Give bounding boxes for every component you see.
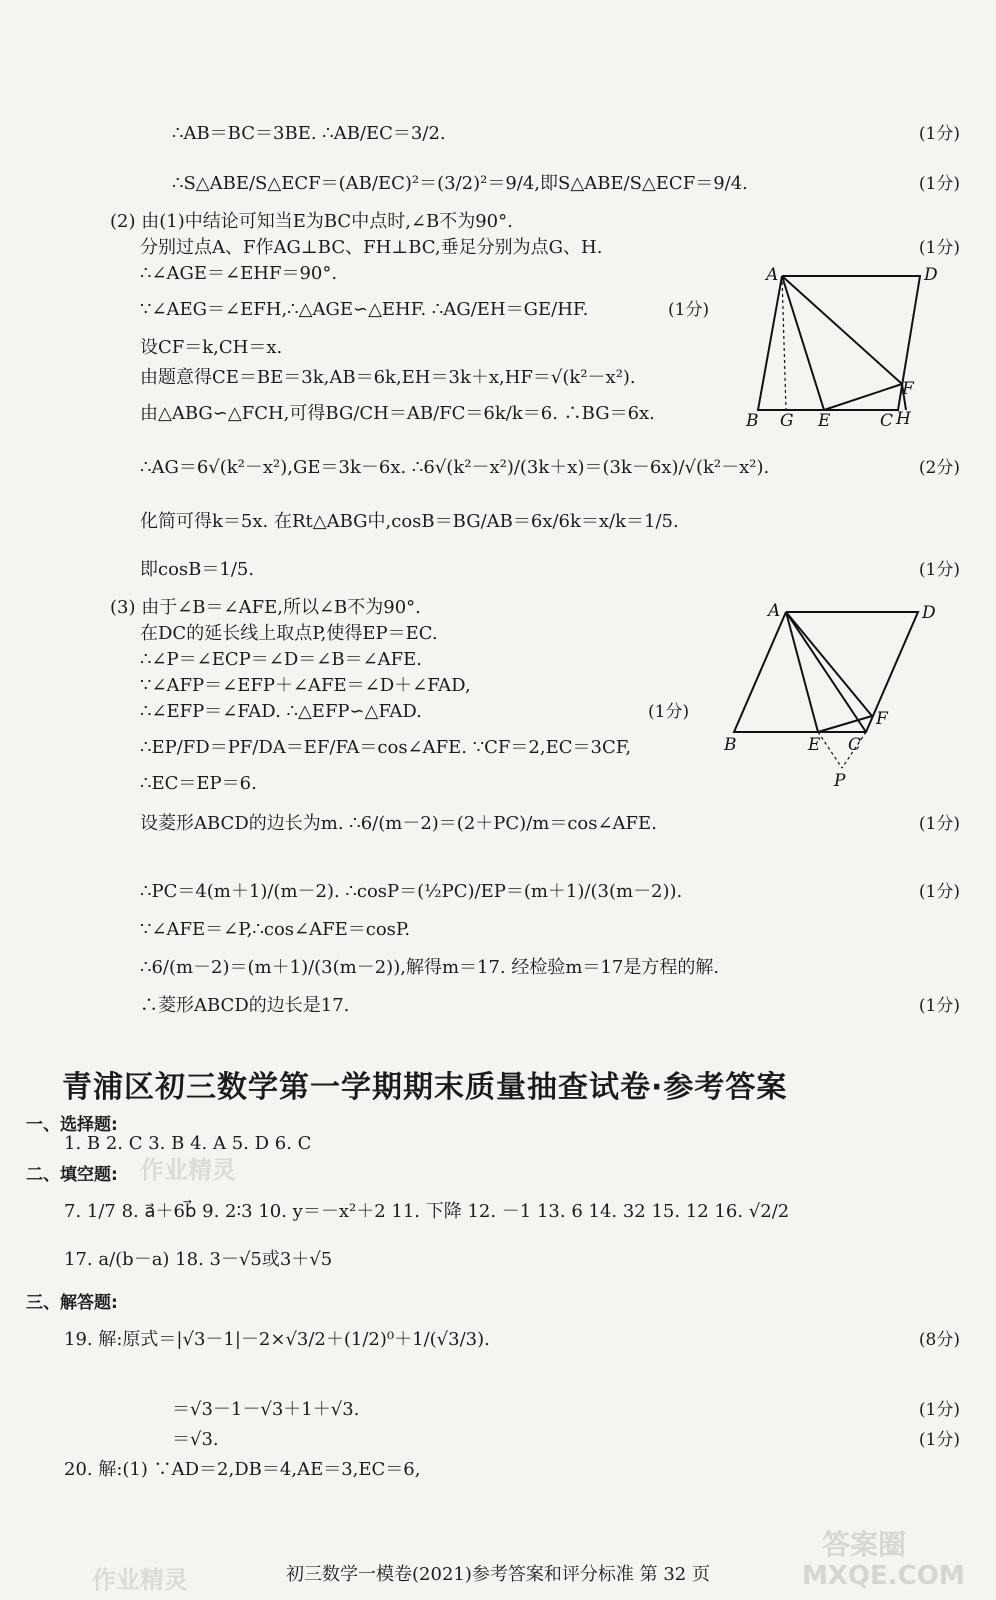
score-mark: (1分) xyxy=(918,1430,960,1450)
segment-ep xyxy=(818,732,842,768)
solution-line: ∴∠P＝∠ECP＝∠D＝∠B＝∠AFE. xyxy=(140,649,423,670)
watermark-text: 作业精灵 xyxy=(140,1156,236,1184)
solution-line: 设CF＝k,CH＝x. xyxy=(140,337,283,358)
choice-answers: 1. B 2. C 3. B 4. A 5. D 6. C xyxy=(64,1133,312,1154)
score-mark: (8分) xyxy=(918,1330,960,1350)
solution-line: (2) 由(1)中结论可知当E为BC中点时,∠B不为90°. xyxy=(110,211,513,232)
q19-line-3: ＝√3. xyxy=(172,1429,219,1450)
solution-line: 由△ABG∽△FCH,可得BG/CH＝AB/FC＝6k/k＝6. ∴BG＝6x. xyxy=(140,403,655,424)
score-mark: (1分) xyxy=(918,174,960,194)
score-mark: (1分) xyxy=(918,1400,960,1420)
solution-line: ∴EP/FD＝PF/DA＝EF/FA＝cos∠AFE. ∵CF＝2,EC＝3CF, xyxy=(140,737,632,758)
solution-line: ∴∠EFP＝∠FAD. ∴△EFP∽△FAD. xyxy=(140,701,422,722)
section-title: 青浦区初三数学第一学期期末质量抽查试卷·参考答案 xyxy=(62,1070,788,1105)
label-g: G xyxy=(780,411,794,430)
section-heading-fill: 二、填空题: xyxy=(26,1165,118,1185)
segment-af xyxy=(782,276,902,384)
solution-line: 即cosB＝1/5. xyxy=(140,559,255,580)
q19-line-2: ＝√3－1－√3＋1＋√3. xyxy=(172,1399,360,1420)
solution-line: ∴AB＝BC＝3BE. ∴AB/EC＝3/2. xyxy=(172,123,446,144)
solution-line: ∴EC＝EP＝6. xyxy=(140,773,257,794)
solution-line: ∴AG＝6√(k²－x²),GE＝3k－6x. ∴6√(k²－x²)/(3k＋x)＝(3k－6x)/√(k²－x²). xyxy=(140,457,770,478)
label-d: D xyxy=(922,603,936,623)
solution-line: ∵∠AEG＝∠EFH,∴△AGE∽△EHF. ∴AG/EH＝GE/HF. xyxy=(140,299,589,320)
label-b: B xyxy=(724,735,737,755)
label-h: H xyxy=(896,409,911,429)
solution-line: 分别过点A、F作AG⊥BC、FH⊥BC,垂足分别为点G、H. xyxy=(140,237,603,258)
page-footer: 初三数学一模卷(2021)参考答案和评分标准 第 32 页 xyxy=(286,1564,710,1585)
score-mark: (2分) xyxy=(918,458,960,478)
solution-line: ∵∠AFE＝∠P,∴cos∠AFE＝cosP. xyxy=(140,919,411,940)
label-d: D xyxy=(924,265,938,285)
section-heading-solve: 三、解答题: xyxy=(26,1293,118,1313)
score-mark: (1分) xyxy=(648,702,690,722)
label-a: A xyxy=(768,601,781,621)
altitude-ag xyxy=(782,276,786,410)
solution-line: (3) 由于∠B＝∠AFE,所以∠B不为90°. xyxy=(110,597,421,618)
solution-line: 设菱形ABCD的边长为m. ∴6/(m－2)＝(2＋PC)/m＝cos∠AFE. xyxy=(140,813,657,834)
solution-line: 化简可得k＝5x. 在Rt△ABG中,cosB＝BG/AB＝6x/6k＝x/k＝1/5. xyxy=(140,511,679,532)
q19-line-1: 19. 解:原式＝|√3－1|－2×√3/2＋(1/2)⁰＋1/(√3/3). xyxy=(64,1329,490,1350)
watermark-text: 作业精灵 xyxy=(92,1566,188,1594)
label-e: E xyxy=(808,735,821,755)
score-mark: (1分) xyxy=(918,124,960,144)
solution-line: ∴∠AGE＝∠EHF＝90°. xyxy=(140,263,338,284)
section-heading-choice: 一、选择题: xyxy=(26,1115,118,1135)
solution-line: ∵∠AFP＝∠EFP＋∠AFE＝∠D＋∠FAD, xyxy=(140,675,471,696)
label-e: E xyxy=(818,411,831,430)
score-mark: (1分) xyxy=(918,814,960,834)
label-c: C xyxy=(880,411,894,430)
solution-line: ∴PC＝4(m＋1)/(m－2). ∴cosP＝(½PC)/EP＝(m＋1)/(3(m－2)). xyxy=(140,881,683,902)
label-c: C xyxy=(848,735,862,755)
label-f: F xyxy=(876,709,888,729)
score-mark: (1分) xyxy=(918,996,960,1016)
solution-line: 由题意得CE＝BE＝3k,AB＝6k,EH＝3k＋x,HF＝√(k²－x²). xyxy=(140,367,636,388)
segment-ac-diag xyxy=(786,612,866,732)
label-f: F xyxy=(902,379,914,399)
score-mark: (1分) xyxy=(918,238,960,258)
logo-cn-text: 答案圈 xyxy=(822,1528,907,1561)
label-b: B xyxy=(746,411,759,430)
logo-url-text: MXQE.COM xyxy=(802,1561,965,1591)
figure-2-diagram xyxy=(720,596,950,796)
score-mark: (1分) xyxy=(918,882,960,902)
figure-1-diagram xyxy=(740,260,960,430)
solution-line: ∴6/(m－2)＝(m＋1)/(3(m－2)),解得m＝17. 经检验m＝17是方程的解. xyxy=(140,957,720,978)
score-mark: (1分) xyxy=(918,560,960,580)
fill-answers-row-1: 7. 1/7 8. a⃗＋6b⃗ 9. 2∶3 10. y＝－x²＋2 11. 下降 12. －1 13. 6 14. 32 15. 12 16. √2/2 xyxy=(64,1201,790,1222)
score-mark: (1分) xyxy=(668,300,710,320)
solution-line: 在DC的延长线上取点P,使得EP＝EC. xyxy=(140,623,438,644)
fill-answers-row-2: 17. a/(b－a) 18. 3－√5或3＋√5 xyxy=(64,1249,333,1270)
q20-line-1: 20. 解:(1) ∵AD＝2,DB＝4,AE＝3,EC＝6, xyxy=(64,1459,421,1480)
segment-ef xyxy=(824,384,902,410)
solution-line: ∴菱形ABCD的边长是17. xyxy=(140,995,350,1016)
solution-line: ∴S△ABE/S△ECF＝(AB/EC)²＝(3/2)²＝9/4,即S△ABE/S△ECF＝9/4. xyxy=(172,173,748,194)
label-p: P xyxy=(834,771,846,791)
label-a: A xyxy=(766,265,779,285)
site-logo xyxy=(782,1522,982,1592)
